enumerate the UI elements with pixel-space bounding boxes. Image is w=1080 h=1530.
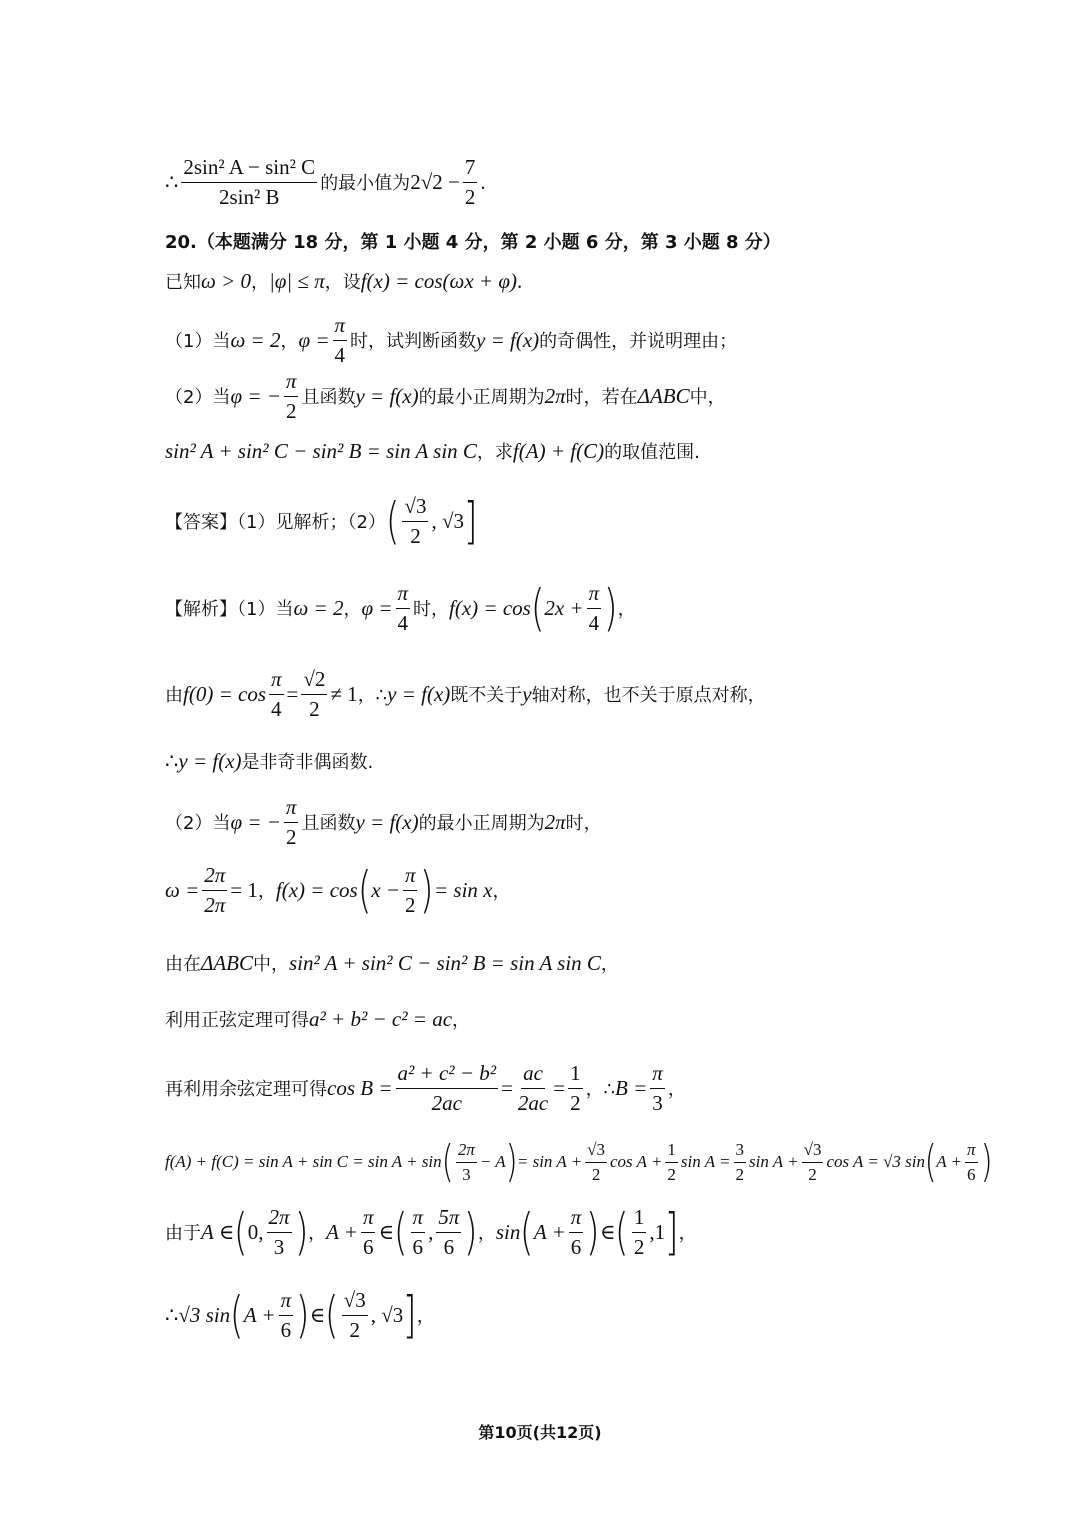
answer-line: 【答案】（1）见解析；（2） ( $\frac{√3}{2}$ , √3 ] — [165, 492, 478, 550]
solution-range-A: 由于 A ∈ ( 0, $\frac{2\pi}{3}$ ) ， A + $\frac{\pi}{6}$ ∈ ( $\frac{\pi}{6}$ , $\frac{5\pi}{6}$ ) ， sin ( A + $\frac{\pi}{6}$ ) ∈ ( $\frac{1}{2}$ ,1 ] ， — [165, 1203, 697, 1261]
solution-triangle-condition: 由在 ΔABC 中， sin² A + sin² C − sin² B = sin A sin C ， — [165, 950, 619, 975]
solution-fA-plus-fC: f(A) + f(C) = sin A + sin C = sin A + sin ( $\frac{2\pi}{3}$ − A ) = sin A + $\frac{√3}{2}$ cos A + $\frac{1}{2}$ sin A = $\frac{3}{2}$ sin A + $\frac{√3}{2}$ cos A = √3 sin ( A + $\frac{\pi}{6}$ ) — [165, 1136, 993, 1187]
question-part-2: （2）当 φ = − $\frac{\pi}{2}$ 且函数 y = f(x) 的最小正周期为 2π 时，若在 ΔABC 中， — [165, 369, 726, 423]
question-condition: sin² A + sin² C − sin² B = sin A sin C ，求 f(A) + f(C) 的取值范围. — [165, 438, 700, 463]
page-number-footer: 第10页(共12页) — [478, 1423, 602, 1442]
question-given: 已知 ω > 0 ， |φ| ≤ π ，设 f(x) = cos(ωx + φ) . — [165, 268, 523, 293]
therefore-symbol: ∴ — [165, 169, 179, 194]
solution-final-range: ∴ √3 sin ( A + $\frac{\pi}{6}$ ) ∈ ( $\frac{√3}{2}$ , √3 ] ， — [165, 1286, 435, 1344]
solution-cosine-law: 再利用余弦定理可得 cos B = $\frac{\text{a² + c² − b²}}{2ac}$ = $\frac{ac}{2ac}$ = $\frac{1}{2}$ ，∴ B = $\frac{\pi}{3}$ ， — [165, 1061, 686, 1115]
fraction-sin-expression: $\frac{\text{2sin² A − sin² C}}{\text{2sin² B}}$ — [183, 155, 316, 209]
solution-part-1: 【解析】（1）当 ω = 2 ， φ = $\frac{\pi}{4}$ 时， f(x) = cos ( 2x + $\frac{\pi}{4}$ ) ， — [165, 579, 636, 637]
question-part-1: （1）当 ω = 2 ， φ = $\frac{\pi}{4}$ 时，试判断函数 y = f(x) 的奇偶性，并说明理由； — [165, 313, 738, 367]
solution-sine-law: 利用正弦定理可得 a² + b² − c² = ac ， — [165, 1006, 471, 1031]
solution-omega: ω = $\frac{2\pi}{2\pi}$ = 1 ， f(x) = cos ( x − $\frac{\pi}{2}$ ) = sin x ， — [165, 861, 511, 919]
solution-part-2: （2）当 φ = − $\frac{\pi}{2}$ 且函数 y = f(x) 的最小正周期为 2π 时， — [165, 795, 602, 849]
question-header: 20.（本题满分 18 分，第 1 小题 4 分，第 2 小题 6 分，第 3 小题 8 分） — [165, 232, 781, 253]
solution-f0: 由 f(0) = cos $\frac{\pi}{4}$ = $\frac{√2}{2}$ ≠ 1 ，∴ y = f(x) 既不关于 y 轴对称，也不关于原点对称， — [165, 667, 766, 721]
solution-conclusion-1: ∴ y = f(x) 是非奇非偶函数. — [165, 748, 374, 773]
line-conclusion-min: ∴ $\frac{\text{2sin² A − sin² C}}{\text{2sin² B}}$ 的最小值为 2√2 − $\frac{7}{2}$ . — [165, 155, 486, 209]
